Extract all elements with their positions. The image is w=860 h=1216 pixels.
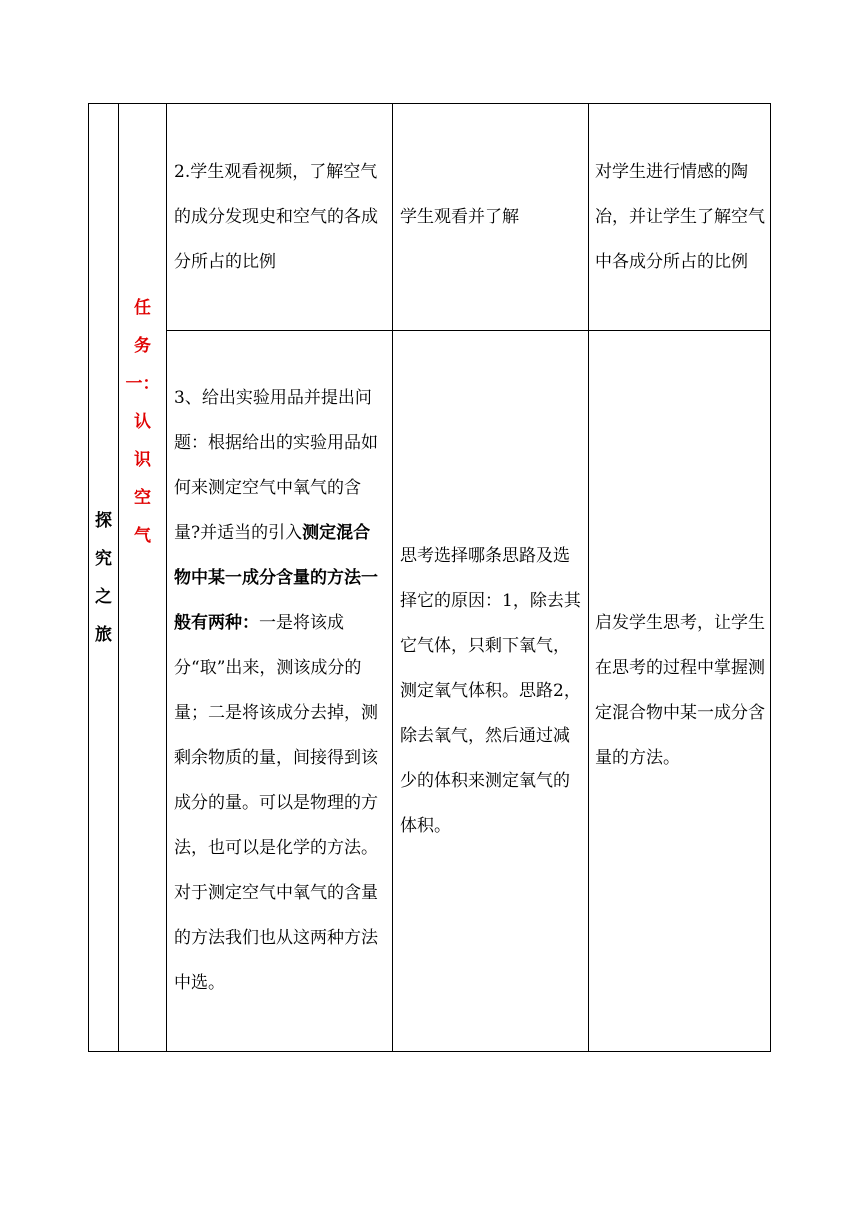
design-intent-text: 对学生进行情感的陶冶，并让学生了解空气中各成分所占的比例 <box>595 161 765 272</box>
activity-bold-text: 测定混合物中某一成分含量的方法一般有两种： <box>174 523 378 633</box>
design-intent-cell <box>589 104 771 331</box>
student-activity-text: 思考选择哪条思路及选择它的原因：1，除去其它气体，只剩下氧气，测定氧气体积。思路2，除去氧气，然后通过减少的体积来测定氧气的体积。 <box>400 545 581 836</box>
task-char: 认 <box>134 412 151 432</box>
table-row <box>89 331 771 1052</box>
table-row <box>89 104 771 331</box>
stage-cell <box>89 104 119 1052</box>
stage-char: 探 <box>95 510 112 531</box>
task-char: 气 <box>134 526 151 546</box>
task-char: 务 <box>134 336 151 356</box>
stage-char: 之 <box>95 586 112 607</box>
lesson-plan-table <box>88 103 771 1052</box>
stage-char: 旅 <box>95 624 112 645</box>
task-char: 一： <box>125 374 160 394</box>
teacher-activity-text <box>167 376 392 1006</box>
stage-label <box>89 502 118 654</box>
student-activity-cell <box>393 104 589 331</box>
task-label <box>119 289 166 555</box>
activity-intro-text: 3、给出实验用品并提出问题：根据给出的实验用品如何来测定空气中氧气的含量?并适当的引入 <box>174 388 378 543</box>
design-intent-cell <box>589 331 771 1052</box>
teacher-activity-text: 2.学生观看视频，了解空气的成分发现史和空气的各成分所占的比例 <box>174 161 378 272</box>
teacher-activity-cell <box>167 331 393 1052</box>
student-activity-cell <box>393 331 589 1052</box>
teacher-activity-cell <box>167 104 393 331</box>
activity-detail-text: 一是将该成分“取”出来，测该成分的量；二是将该成分去掉，测剩余物质的量，间接得到该成分的量。可以是物理的方法，也可以是化学的方法。对于测定空气中氧气的含量的方法我们也从这两种方法中选。 <box>174 613 378 993</box>
task-char: 识 <box>134 450 151 470</box>
design-intent-text: 启发学生思考，让学生在思考的过程中掌握测定混合物中某一成分含量的方法。 <box>595 613 765 768</box>
task-char: 任 <box>134 298 151 318</box>
task-cell <box>119 104 167 1052</box>
stage-char: 究 <box>95 548 112 569</box>
task-char: 空 <box>134 488 151 508</box>
student-activity-text: 学生观看并了解 <box>400 206 519 227</box>
